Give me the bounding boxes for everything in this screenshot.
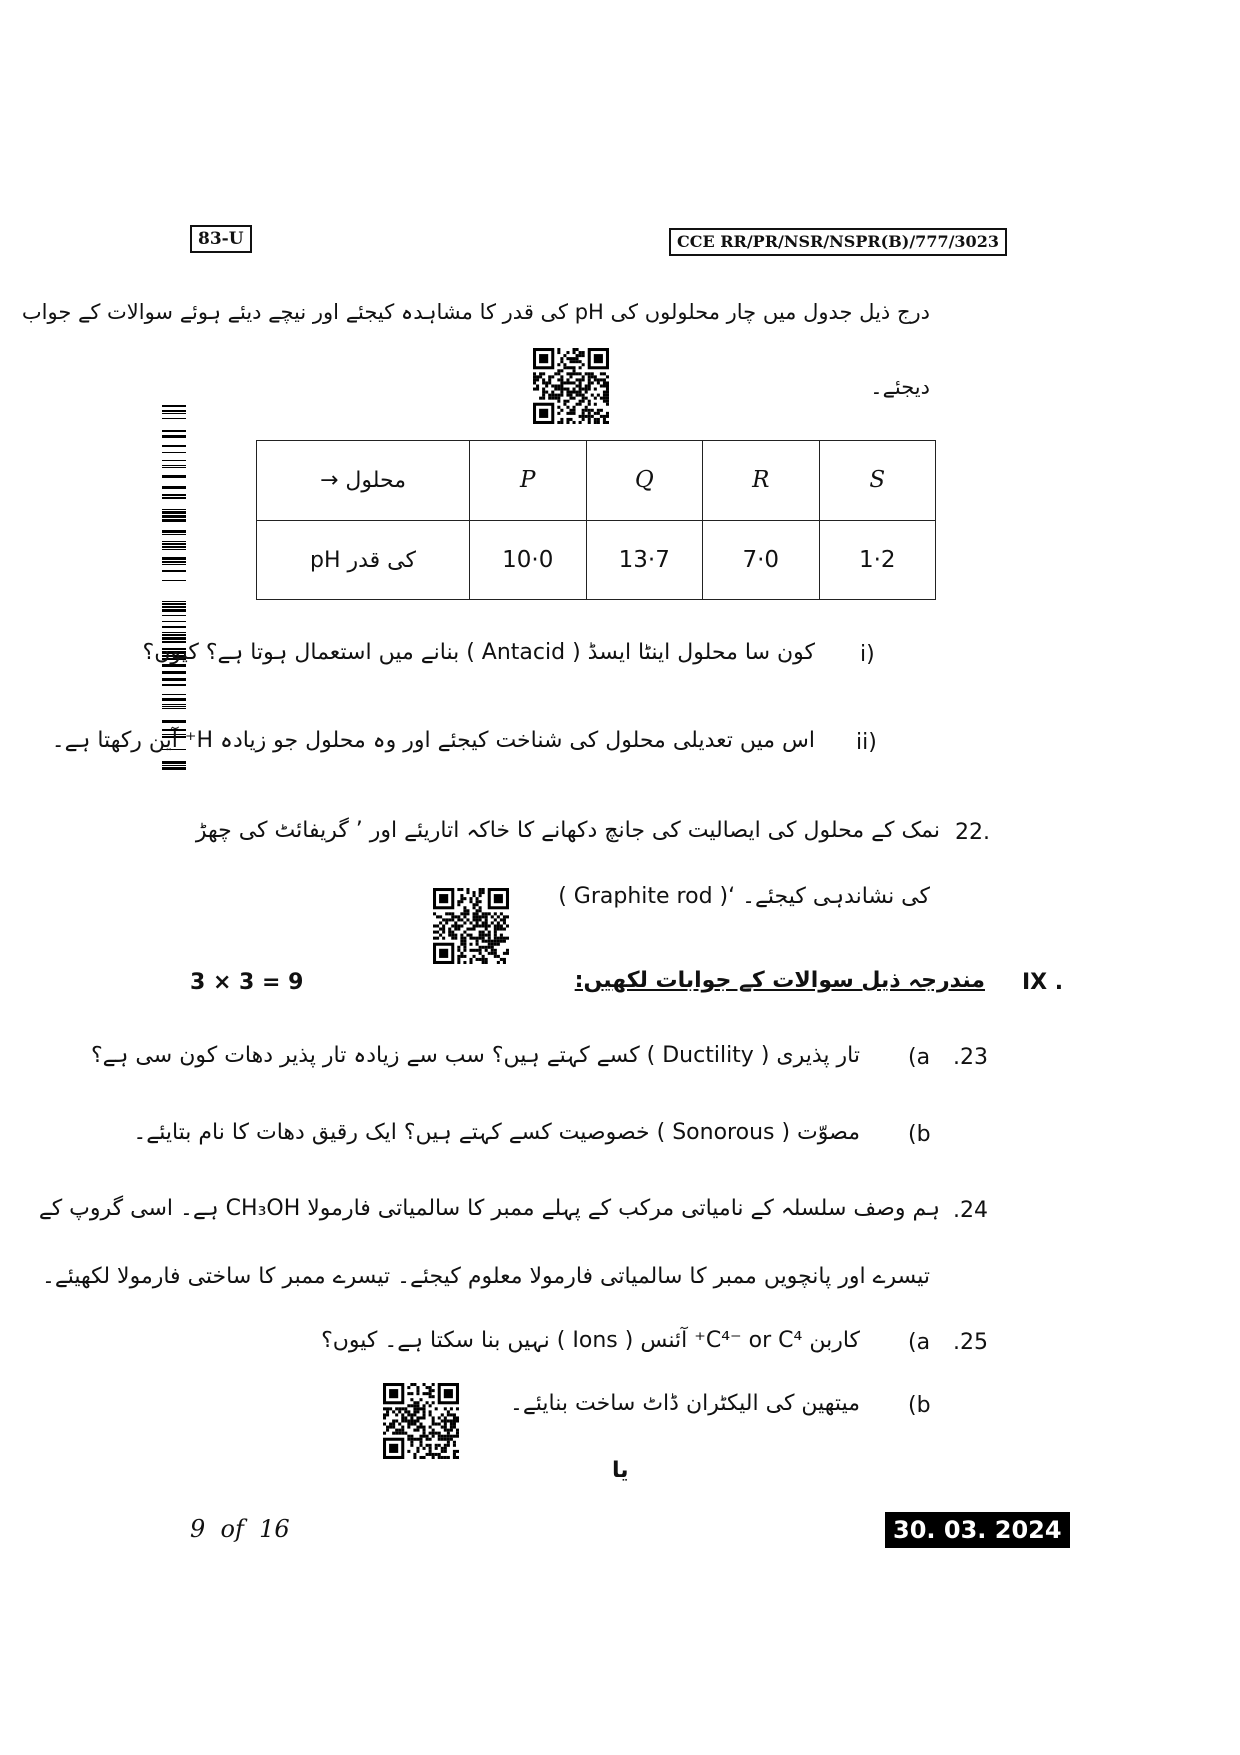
paper-code-left: 83-U xyxy=(190,225,252,253)
or-divider: یا xyxy=(612,1458,629,1483)
q23-a-label: (a xyxy=(908,1045,931,1070)
barcode-image xyxy=(162,405,186,773)
q25-number: .25 xyxy=(953,1330,988,1355)
qr-code-icon xyxy=(433,888,509,964)
q21-i-text: کون سا محلول اینٹا ایسڈ ( Antacid ) بنانے میں استعمال ہوتا ہے؟ کیوں؟ xyxy=(142,640,815,665)
q24-line-2: تیسرے اور پانچویں ممبر کا سالمیاتی فارمولا معلوم کیجئے۔ تیسرے ممبر کا ساختی فارمولا لکھیئے۔ xyxy=(41,1264,930,1289)
row-label-solution: محلول → xyxy=(257,441,470,521)
q23-b-label: (b xyxy=(908,1122,931,1147)
section-marks: 3 × 3 = 9 xyxy=(190,970,304,995)
q21-ii-text: اس میں تعدیلی محلول کی شناخت کیجئے اور وہ محلول جو زیادہ H⁺ آین رکھتا ہے۔ xyxy=(51,728,815,753)
col-header-q: Q xyxy=(586,441,703,521)
row-label-ph: pH کی قدر xyxy=(257,520,470,600)
exam-date-badge: 30. 03. 2024 xyxy=(885,1512,1070,1548)
ph-table xyxy=(256,440,936,600)
q22-number: 22. xyxy=(955,820,990,845)
q23-number: .23 xyxy=(953,1045,988,1070)
q24-line-1: ہم وصف سلسلہ کے نامیاتی مرکب کے پہلے ممبر کا سالمیاتی فارمولا CH₃OH ہے۔ اسی گروپ کے xyxy=(38,1196,940,1221)
q23-b-text: مصوّت ( Sonorous ) خصوصیت کسے کہتے ہیں؟ ایک رقیق دھات کا نام بتایئے۔ xyxy=(133,1120,860,1145)
q25-a-text: کاربن C⁴⁻ or C⁴⁺ آئنس ( Ions ) نہیں بنا سکتا ہے۔ کیوں؟ xyxy=(321,1328,860,1353)
q25-b-label: (b xyxy=(908,1393,931,1418)
value-s: 1·2 xyxy=(819,520,936,600)
q22-line-1: نمک کے محلول کی ایصالیت کی جانچ دکھانے کا خاکہ اتاریئے اور ’ گریفائٹ کی چھڑ xyxy=(195,818,940,843)
value-r: 7·0 xyxy=(703,520,820,600)
col-header-r: R xyxy=(703,441,820,521)
intro-line-1: درج ذیل جدول میں چار محلولوں کی pH کی قدر کا مشاہدہ کیجئے اور نیچے دیئے ہوئے سوالات کے جواب xyxy=(21,300,930,324)
q21-ii-number: ii) xyxy=(856,730,877,755)
qr-code-icon xyxy=(383,1383,459,1459)
section-title: مندرجہ ذیل سوالات کے جوابات لکھیں: xyxy=(574,968,985,993)
table-row xyxy=(257,441,936,521)
q22-line-2: ( Graphite rod )‘ کی نشاندہی کیجئے۔ xyxy=(558,884,930,909)
paper-code-right: CCE RR/PR/NSR/NSPR(B)/777/3023 xyxy=(669,228,1007,256)
intro-line-2: دیجئے۔ xyxy=(870,375,930,399)
col-header-s: S xyxy=(819,441,936,521)
q25-b-text: میتھین کی الیکٹران ڈاٹ ساخت بنایئے۔ xyxy=(510,1391,860,1416)
qr-code-icon xyxy=(533,348,609,424)
value-p: 10·0 xyxy=(470,520,587,600)
q23-a-text: تار پذیری ( Ductility ) کسے کہتے ہیں؟ سب سے زیادہ تار پذیر دھات کون سی ہے؟ xyxy=(90,1043,860,1068)
q21-i-number: i) xyxy=(860,642,875,667)
col-header-p: P xyxy=(470,441,587,521)
q24-number: .24 xyxy=(953,1198,988,1223)
q25-a-label: (a xyxy=(908,1330,931,1355)
page-number: 9 of 16 xyxy=(190,1515,290,1543)
section-number: IX . xyxy=(1022,970,1064,995)
table-row xyxy=(257,520,936,600)
value-q: 13·7 xyxy=(586,520,703,600)
